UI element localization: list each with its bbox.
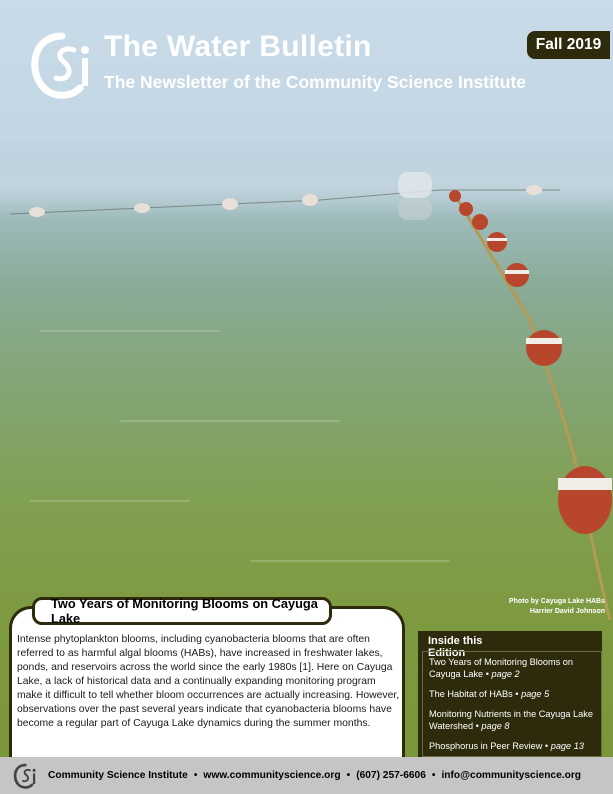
toc-item[interactable]: Phosphorus in Peer Review • page 13	[429, 741, 584, 751]
footer-bar	[0, 757, 613, 794]
toc-item[interactable]: The Habitat of HABs • page 5	[429, 689, 550, 699]
footer-website-link[interactable]: www.communityscience.org	[203, 770, 341, 781]
footer-contact: Community Science Institute • www.communityscience.org • (607) 257-6606 • info@communityscience.org	[48, 770, 582, 781]
newsletter-title: The Water Bulletin	[104, 30, 372, 63]
photo-credit: Photo by Cayuga Lake HABs Harrier David Johnson	[508, 598, 605, 615]
footer-email-link[interactable]: info@communityscience.org	[441, 770, 582, 781]
toc-heading: Inside this Edition	[418, 631, 518, 649]
footer-phone: (607) 257-6606	[356, 770, 426, 781]
toc-list	[422, 651, 602, 757]
article-title: Two Years of Monitoring Blooms on Cayuga Lake	[51, 596, 318, 626]
lead-article	[9, 596, 405, 758]
article-body: Intense phytoplankton blooms, including cyanobacteria blooms that are often referred to as harmful algal blooms (HABs), have increased in freshwater lakes, ponds, and reservoirs across the world since the early 1980s [1]. Here on Cayuga Lake, a lack of historical data and a continually expanding monitoring program make it difficult to tell whether bloom occurrences are actually increasing. However, observations over the past several years indicate that cyanobacteria blooms have become a regular part of Cayuga Lake dynamics during the summer months.	[17, 634, 400, 729]
toc-item[interactable]: Monitoring Nutrients in the Cayuga Lake Watershed • page 8	[429, 709, 593, 731]
toc-item[interactable]: Two Years of Monitoring Blooms on Cayuga Lake • page 2	[429, 657, 574, 679]
csi-logo	[24, 28, 98, 102]
footer-org: Community Science Institute	[48, 770, 188, 781]
inside-this-edition	[418, 631, 602, 757]
article-title-tab	[32, 597, 332, 625]
csi-logo-small	[10, 762, 40, 790]
issue-badge: Fall 2019	[527, 31, 610, 59]
newsletter-subtitle: The Newsletter of the Community Science Institute	[104, 72, 527, 92]
